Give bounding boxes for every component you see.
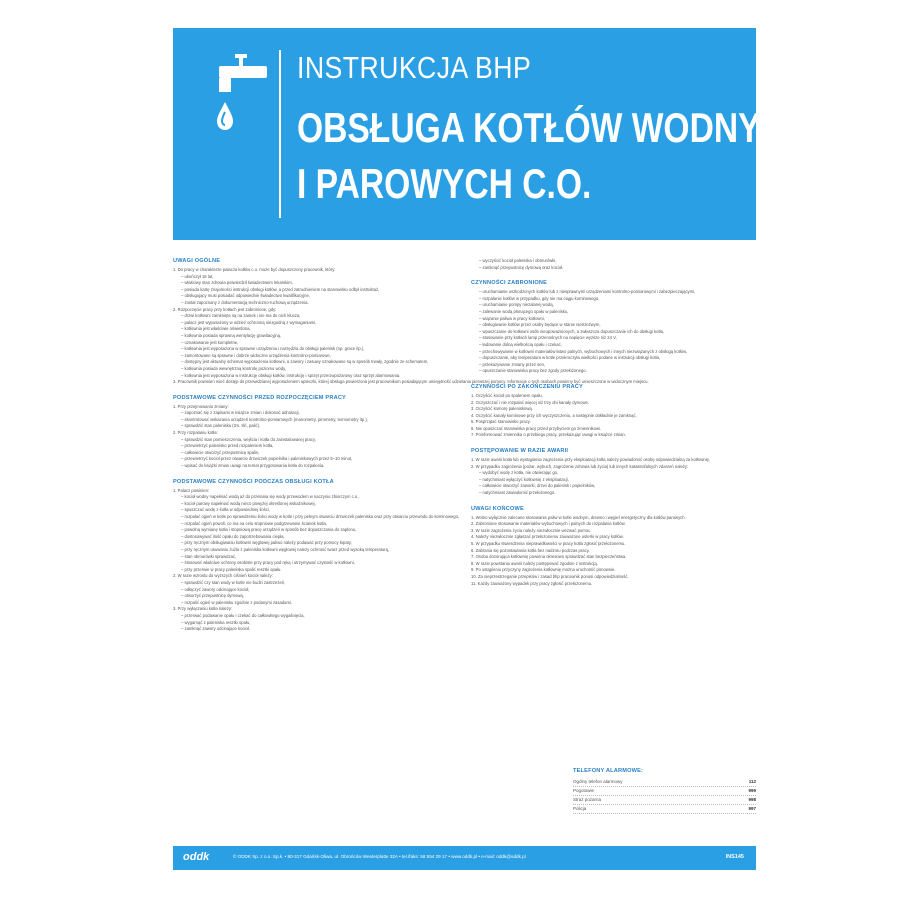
instruction-line: – dopuszczanie, aby temperatura w kotle przekroczyła wielkości podane w instrukcji obsługi kotła, [479, 355, 661, 361]
phone-label: Straż pożarna [573, 797, 602, 802]
company-logo: oddk [183, 851, 210, 863]
instruction-line: – wyczyścić kocioł paleniska i obmurówki, [479, 258, 557, 263]
instruction-line: – ukończył 18 lat, [181, 273, 214, 279]
instruction-line: – wydobyć wodę z kotła, nie otwierając go, [479, 470, 559, 476]
instruction-line: – natychmiast wyłączyć kotłownię z eksploatacji, [479, 476, 569, 482]
instruction-line: – właściwy stan zdrowia potwierdził świadectwem lekarskim, [181, 280, 293, 286]
instruction-line: – ładowanie dolną wielkością opału i czekać, [479, 341, 562, 347]
instruction-line: – przy ręcznym obsługiwaniu kotłowni węglowej paliwo należy podawać przy pomocy łopaty, [181, 540, 352, 546]
phones-heading: TELEFONY ALARMOWE: [573, 768, 644, 774]
instruction-line: – posiada kartę znajomości instrukcji obsługi kotłów, a przed zatrudnieniem na stanowisku odbył instruktaż, [181, 286, 380, 292]
instruction-line: 5. Posprzątać stanowisko pracy. [471, 419, 531, 425]
instruction-line: – stan obmurówki sprawdzać, [181, 553, 237, 559]
section-heading: POSTĘPOWANIE W RAZIE AWARII [471, 448, 569, 455]
instruction-line: – stosować właściwe ochrony osobiste przy pracy pod ręką i utrzymywać czystość w kotłowni, [181, 560, 355, 566]
phone-label: Ogólny telefon alarmowy [573, 779, 623, 784]
instruction-line: 2. Oczyszczać i nie rozpalać więcej niż trzy dni kanały dymowe. [471, 399, 589, 405]
header-divider [279, 50, 281, 218]
section [471, 280, 756, 375]
instruction-line: – sprawdzić stan paleniska (tzn. tlić, palić). [181, 423, 261, 429]
instruction-line: – przy ręcznym usuwaniu żużla z paleniska kotłowni węglowej należy ochronić twarz przed wysoką temperaturą, [181, 546, 390, 552]
instruction-line: – kotłownia jest właściwie oświetlona, [181, 326, 251, 332]
instruction-line: 1. W razie awarii kotła lub wystąpienia zagrożenia przy eksploatacji kotła należy powiadomić osobę odpowiedzialną za kotłownię, [471, 457, 711, 463]
instruction-line: 4. Należy niezwłocznie zgłaszać przełożonemu zauważone usterki w pracy kotłów. [471, 534, 624, 540]
phone-list [573, 778, 756, 814]
section [471, 258, 756, 271]
instruction-line: 1. Wolno wyłącznie zalecane stosowanie paliw w kotle wodnym, drewno i węgiel energetyczny dla kotłów parowych. [471, 514, 686, 520]
instruction-line: 7. Poinformować zmiennika o przebiegu pracy, przekazując uwagi w książce zmian. [471, 432, 626, 438]
instruction-line: – kotłownia posiada sprawną wentylację grawitacyjną, [181, 332, 282, 338]
instruction-line: 2. Przy rozpalaniu kotła: [173, 430, 218, 436]
instruction-line: – kotłownia jest wyposażona w instrukcję obsługi kotłów, instrukcję i sprzęt przeciwpożarowy oraz sprzęt alarmowania. [181, 372, 401, 378]
instruction-line: 1. Oczyścić kocioł po spaleniem opału. [471, 392, 543, 398]
instruction-line: – dostosowywać ilość opału do zapotrzebowania ciepła, [181, 533, 285, 539]
instruction-line: – uruchamianie pompy niezalanej wodą, [479, 302, 554, 308]
section [471, 506, 756, 588]
instruction-line: – całkowicie otworzyć zaworki, drzwi do palenisk i popielników, [479, 483, 596, 489]
title-line-2: I PAROWYCH C.O. [297, 160, 592, 207]
company-address: © ODDK Sp. z o.o. Sp.k. • 80-317 Gdańsk-Oliwa, ul. Obrońców Westerplatte 32A • tel./faks: 58 554 29 17 • www.oddk.pl • e-mail: oddk@oddk.pl [233, 854, 526, 859]
section [471, 384, 756, 439]
poster-subtitle: INSTRUKCJA BHP [297, 50, 532, 85]
instruction-line: 9. Po ustąpieniu przyczyny zagrożenia kotłownię można uruchomić ponownie. [471, 567, 616, 573]
instruction-line: – sprawdzić czy stan wody w kotle nie budzi zastrzeżeń, [181, 579, 286, 585]
section-heading: UWAGI KOŃCOWE [471, 505, 524, 512]
phone-number: 998 [748, 797, 756, 802]
instruction-line: – przekazywanie zmiany przez sen, [479, 361, 546, 367]
instruction-line: – stosowanie przy kotłach lamp przenośnych na napięcie wyższe niż 24 V, [479, 335, 617, 341]
instruction-line: – rozpalać ogień powoli, co ma na celu stopniowe podgrzewanie ścianek kotła, [181, 520, 327, 526]
instruction-line: – natychmiast zawiadomić przełożonego. [479, 490, 556, 496]
instruction-line: – opuszczanie stanowiska pracy bez zgody przełożonego. [479, 368, 587, 374]
instruction-line: 1. Do pracy w charakterze palacza kotłów c.o. może być dopuszczony pracownik, który: [173, 267, 336, 272]
poster-footer [173, 846, 756, 870]
instruction-line: – wpuszczanie do kotłowni osób nieupoważnionych, a zwłaszcza dopuszczanie ich do obsługi kotła, [479, 328, 665, 334]
instruction-line: – rozpalić ogień w palenisku zgodnie z podanymi zasadami. [181, 599, 293, 605]
section [471, 448, 756, 497]
instruction-line: 2. W przypadku zagrożenia (pożar, wybuch, zagrożenie zdrowia lub życia) lub innych katastrofalnych zdarzeń należy: [471, 463, 689, 469]
emergency-phones [573, 768, 756, 814]
instruction-line: – dostępny jest aktualny schemat wyposażenia kotłowni, a zawory i zasuwy oznakowane są w sposób trwały, zgodnie ze schematem, [181, 359, 429, 365]
instruction-line: – skontrolować wskazania urządzeń kontrolno-pomiarowych (manometry, pirometry, termometry itp.), [181, 416, 368, 422]
instruction-line: – kocioł parowy napełniać wodą nieco powyżej określonej wskaźnikowej, [181, 500, 316, 506]
instruction-line: – zapoznać się z zapisami w książce zmian i dokonać adnotacji, [181, 410, 300, 416]
water-tap-icon [213, 50, 273, 150]
instruction-line: – zalewanie wodą płonącego opału w palenisku, [479, 308, 569, 314]
instruction-line: 1. Przy przejmowaniu zmiany: [173, 403, 229, 409]
phone-row [573, 778, 756, 787]
phone-number: 112 [748, 779, 756, 784]
instruction-line: – sprawdzić stan pomieszczenia, wejścia i kotła do zainstalowanej pracy, [181, 436, 316, 442]
instruction-line: 5. W przypadku stwierdzenia nieprawidłowości w pracy kotła zgłosić przełożonemu. [471, 541, 626, 546]
instruction-line: 6. Nie opuszczać stanowiska pracy przed przybyciem go zmiennikowi. [471, 425, 602, 431]
instruction-line: 2. W razie wzrostu do wyższych ciśnień kocioł należy: [173, 573, 273, 579]
instruction-line: 4. Oczyścić kanały kominowe przy ich wyczyszczeniu, a następnie dokładnie je zamknąć. [471, 412, 637, 418]
instruction-line: 3. Pracownik powinien mieć dostęp do przewidzianej wyposażeniem apteczki, której obsługa powierzona jest pracownikom posiadającym umiejętność udzielania pierwszej pomocy. Informacje o tych osobach powinny być umieszczone w widocznym miejscu. [173, 379, 649, 385]
content-columns [173, 258, 756, 838]
section [173, 395, 460, 470]
instruction-line: – rozpalać ogień w kotle po sprawdzeniu ilości wody w kotle i przy pełnym otwarciu drzwiczek paleniska oraz przy otwarciu przewodu do kominowego, [181, 514, 460, 519]
phone-row [573, 805, 756, 814]
phone-number: 999 [748, 788, 756, 793]
instruction-line: – kocioł wodny napełniać wodą aż do przelania się wody przewodem w naczyniu zbiorczym c.o., [181, 494, 360, 500]
instruction-line: – zamknąć zawory odcinające kocioł. [181, 626, 250, 632]
instruction-line: – otworzyć przepustnicę dymową, [181, 593, 244, 599]
instruction-line: – palacz jest wyposażony w odzież ochronną niezgodną z wymaganiami, [181, 319, 317, 325]
instruction-line: 2. Rozpoczęcie pracy przy kotłach jest zabronione, gdy: [173, 306, 277, 312]
instruction-line: – został zapoznany z dokumentacją techniczno-ruchową urządzenia. [181, 299, 309, 305]
phone-number: 997 [748, 806, 756, 811]
instruction-line: – oznakowanie jest kompletne, [181, 339, 239, 345]
instruction-line: – przerwać podawanie opału i czekać do całkowitego wygaśnięcia, [181, 612, 305, 618]
instruction-line: – wpisać do książki zmian uwagi na temat przygotowania kotła do rozpalenia. [181, 463, 325, 469]
phone-row [573, 787, 756, 796]
instruction-poster [173, 28, 810, 870]
instruction-line: – całkowicie otworzyć przepustnicę spalin, [181, 449, 260, 455]
instruction-line: – zamknąć przepustnicę dymową oraz kocioł. [479, 264, 564, 270]
instruction-line: 10. Za nieprzestrzeganie przepisów i zasad bhp pracownik ponosi odpowiedzialność. [471, 573, 629, 579]
document-code: INS145 [725, 854, 744, 860]
section-heading: PODSTAWOWE CZYNNOŚCI PRZED ROZPOCZĘCIEM PRACY [173, 394, 346, 401]
instruction-line: – obsługiwanie kotłów przez osoby będące w stanie nietrzeźwym, [479, 322, 601, 328]
poster-header [173, 28, 810, 240]
instruction-line: – odłączyć zawory odcinające kocioł, [181, 586, 250, 592]
instruction-line: – powolną wymianę kotła i stopniową pracę urządzeń w sposób bez dopuszczania do zapłonu, [181, 527, 357, 533]
instruction-line: – spuszczać wodę z kotła w odpowiedniej ilości, [181, 507, 270, 513]
instruction-line: – przewietrzyć kocioł przez otwarcie drzwiczek popielnika i paleniskowych przez 5–10 minut, [181, 456, 353, 462]
poster-title [297, 100, 809, 212]
instruction-line: – kotłownia posiada wewnętrzną kontrolę poziomu wody, [181, 365, 287, 371]
instruction-line: 3. Oczyścić komorę paleniskową. [471, 406, 533, 412]
instruction-line: – wygarnąć z paleniska resztki opału, [181, 619, 251, 625]
phone-row [573, 796, 756, 805]
instruction-line: – rozpalanie kotłów w przypadku, gdy nie ma ciągu kominowego, [479, 295, 600, 301]
phone-label: Policja [573, 806, 587, 811]
section-heading: CZYNNOŚCI ZABRONIONE [471, 280, 548, 287]
instruction-line: 7. Osoba dozorująca kotłownię powinna okresowo sprawdzać stan bezpieczeństwa. [471, 554, 627, 560]
section-heading: UWAGI OGÓLNE [173, 258, 221, 264]
instruction-line: – wiązanie paliwa w pracy kotłowni, [479, 315, 545, 321]
title-line-1: OBSŁUGA KOTŁÓW WODNYCH [297, 104, 810, 151]
instruction-line: 8. W razie powstania awarii należy postępować zgodnie z instrukcją. [471, 560, 598, 566]
section-heading: PODSTAWOWE CZYNNOŚCI PODCZAS OBSŁUGI KOTŁA [173, 478, 334, 485]
instruction-line: – przechowywanie w kotłowni materiałów łatwo palnych, wybuchowych i innych niezwiązanych z obsługą kotłów, [479, 348, 688, 354]
instruction-line: – obsługujący musi posiadać odpowiednie świadectwo kwalifikacyjne, [181, 293, 310, 299]
instruction-line: – kotłownia jest wyposażona w sprawne urządzenia i narzędzia do obsługi palenisk (np. grace itp.), [181, 346, 365, 352]
instruction-line: 2. Zabronione stosowanie materiałów wybuchowych i palnych do rozpalania kotłów. [471, 521, 626, 527]
instruction-line: 3. W razie zagrożenia życia należy niezwłocznie wezwać pomoc. [471, 527, 592, 533]
instruction-line: 3. Przy wyłączaniu kotła należy: [173, 606, 233, 612]
phone-label: Pogotowie [573, 788, 595, 793]
instruction-line: – przewietrzyć palenisko przed rozpaleniem kotła, [181, 443, 274, 449]
section-heading: CZYNNOŚCI PO ZAKOŃCZENIU PRACY [471, 383, 583, 390]
instruction-line: – przy przerwie w pracy paleniska spalić resztki opału. [181, 566, 282, 572]
instruction-line: – drzwi kotłowni zamknięte są na zamek i nie ma do nich klucza, [181, 313, 301, 319]
section [173, 479, 460, 633]
instruction-line: – uruchamianie uszkodzonych kotłów lub z niesprawnymi urządzeniami kontrolno-pomiarowymi i zabezpieczającymi, [479, 289, 696, 295]
instruction-line: – zamontowane są sprawne i dobrze widoczne urządzenia kontrolno-pomiarowe, [181, 352, 331, 358]
instruction-line: 1. Palacz powinien: [173, 487, 210, 493]
instruction-line: 6. Zabrania się pozostawiania kotła bez nadzoru podczas pracy. [471, 547, 590, 553]
instruction-line: 11. Każdy zauważony wypadek przy pracy zgłosić przełożonemu. [471, 580, 593, 586]
right-column [471, 258, 756, 596]
